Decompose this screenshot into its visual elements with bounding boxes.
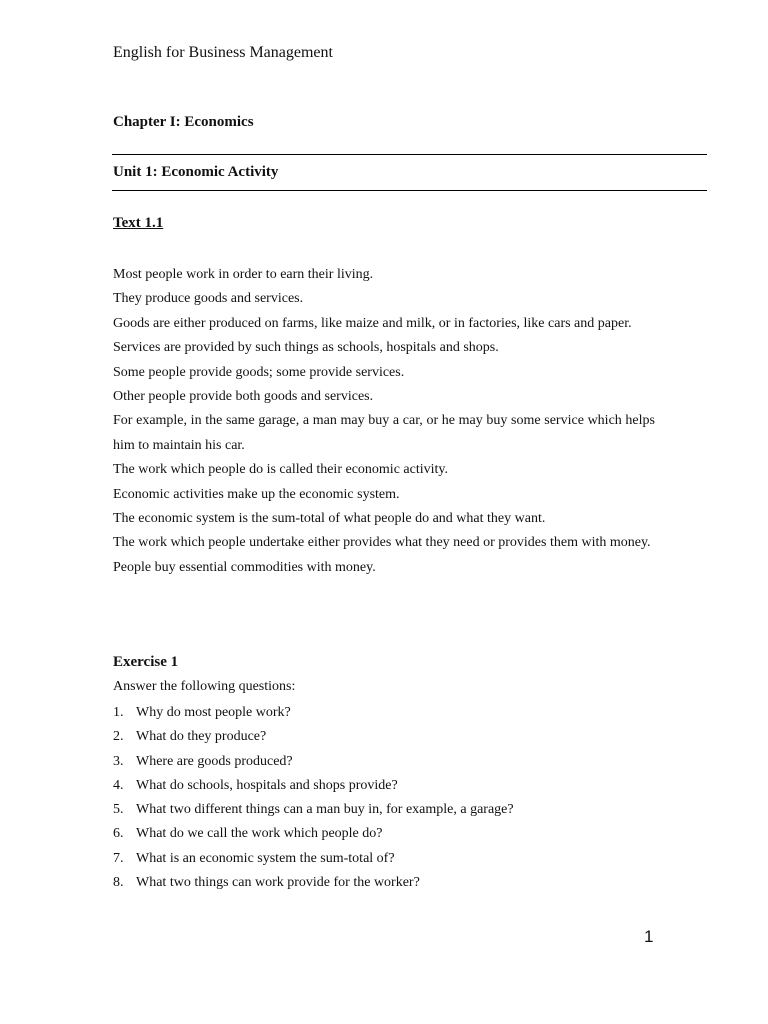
question-item [113, 798, 673, 822]
paragraph: Services are provided by such things as schools, hospitals and shops. [113, 340, 499, 356]
question-item [113, 701, 673, 725]
question-item [113, 871, 673, 895]
paragraph: Economic activities make up the economic system. [113, 486, 400, 502]
exercise-heading: Exercise 1 [113, 654, 179, 670]
question-number: 7. [113, 850, 124, 866]
question-number: 3. [113, 753, 124, 769]
question-text: What two different things can a man buy in, for example, a garage? [136, 802, 514, 818]
question-item [113, 774, 673, 798]
question-text: What is an economic system the sum-total of? [136, 850, 395, 866]
question-item [113, 750, 673, 774]
paragraph: Most people work in order to earn their living. [113, 267, 374, 282]
question-text: Why do most people work? [136, 705, 291, 720]
question-number: 4. [113, 777, 124, 793]
question-text: What two things can work provide for the worker? [136, 875, 420, 891]
question-number: 5. [113, 802, 124, 818]
question-text: What do we call the work which people do? [136, 826, 383, 842]
paragraph: People buy essential commodities with money. [113, 559, 376, 575]
body-text [113, 263, 655, 580]
page-number: 1 [644, 927, 654, 946]
paragraph: Some people provide goods; some provide services. [113, 364, 405, 380]
document-title: English for Business Management [113, 44, 333, 61]
exercise-instructions: Answer the following questions: [113, 679, 296, 694]
paragraph: They produce goods and services. [113, 291, 304, 307]
question-number: 8. [113, 875, 124, 891]
question-item [113, 725, 673, 749]
question-item [113, 822, 673, 846]
paragraph: For example, in the same garage, a man may buy a car, or he may buy some service which helps him to maintain his car. [113, 413, 655, 453]
paragraph: Other people provide both goods and services. [113, 389, 374, 405]
unit-bottom-rule [112, 190, 707, 191]
question-number: 2. [113, 729, 124, 745]
question-text: What do they produce? [136, 729, 267, 745]
paragraph: The work which people undertake either provides what they need or provides them with money. [113, 535, 651, 551]
chapter-heading: Chapter I: Economics [113, 114, 254, 130]
unit-top-rule [112, 154, 707, 155]
paragraph: The economic system is the sum-total of what people do and what they want. [113, 511, 546, 527]
paragraph: The work which people do is called their economic activity. [113, 462, 448, 478]
question-number: 6. [113, 826, 124, 842]
unit-heading: Unit 1: Economic Activity [113, 164, 279, 180]
question-number: 1. [113, 705, 124, 720]
question-text: What do schools, hospitals and shops provide? [136, 777, 398, 793]
question-list [113, 701, 673, 895]
paragraph: Goods are either produced on farms, like maize and milk, or in factories, like cars and paper. [113, 315, 632, 331]
question-item [113, 847, 673, 871]
text-heading: Text 1.1 [113, 215, 164, 231]
question-text: Where are goods produced? [136, 753, 293, 769]
